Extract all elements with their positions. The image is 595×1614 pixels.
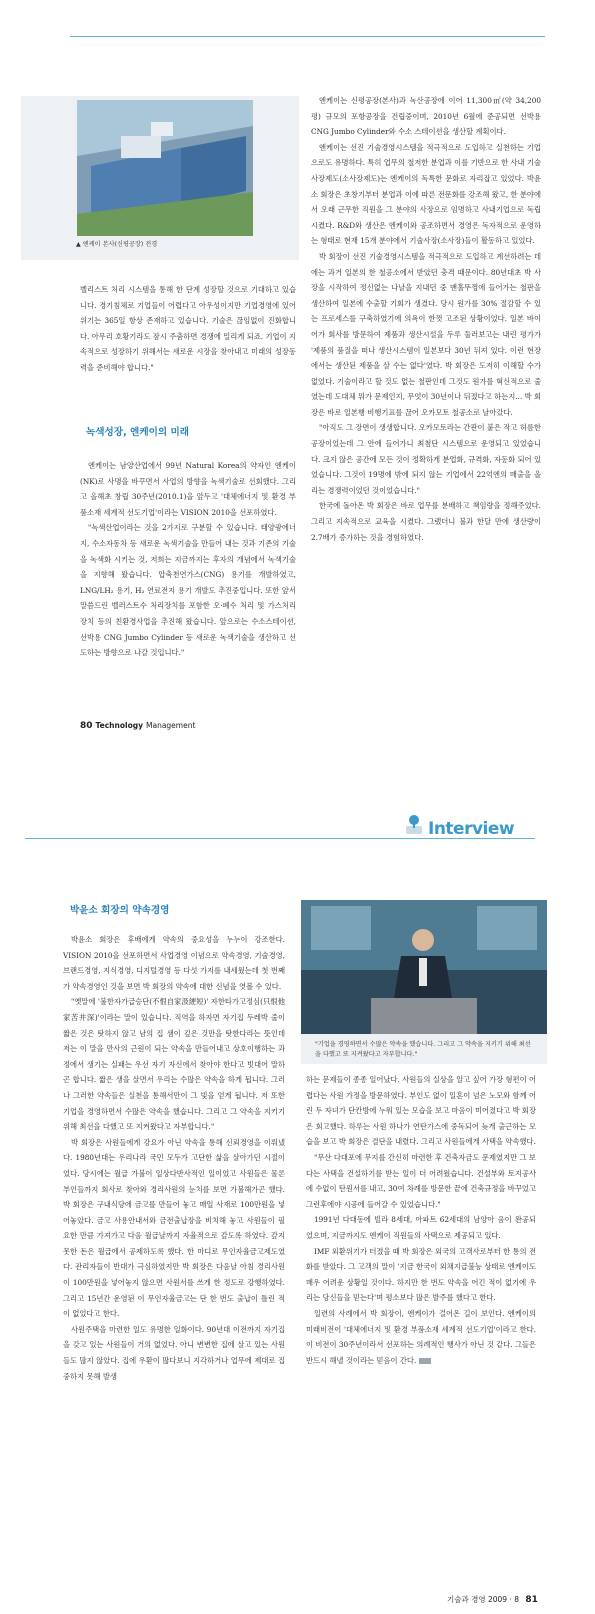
page-number-80 (80, 721, 195, 731)
interview-brand: Interview (428, 819, 515, 839)
paragraph: 하는 문제들이 종종 일어났다. 사원들의 실상을 알고 싶어 가장 형편이 어렵다는 사원 가정을 방문하였다. 부인도 없이 일혼이 넘은 노모와 함께 어린 두 자녀가 단칸방에 누워 있는 모습을 보고 마음이 미어졌다고 박 회장은 회고했다. 하루는 사원 하나가 연탄가스에 중독되어 늦게 출근하는 모습을 보고 박 회장은 결단을 내렸다. 그리고 사원들에게 사택을 약속했다. (306, 1075, 536, 1147)
folio-title: 기술과 경영 2009 · 8 (447, 1595, 520, 1604)
photo-caption: "기업을 경영하면서 수많은 약속을 했습니다. 그리고 그 약속을 지키기 위해 최선을 다했고 또 지켜왔다고 자부합니다." (315, 1041, 531, 1058)
microphone-icon (403, 812, 427, 836)
interview-icon (403, 812, 427, 836)
end-mark-icon (419, 1358, 431, 1364)
paragraph: 엔케이는 남양산업에서 99년 Natural Korea의 약자인 엔케이(NK)로 사명을 바꾸면서 사업의 방향을 녹색기술로 선회했다. 그리고 올해초 창립 30주년(2010.1)을 앞두고 '대체에너지 및 환경 부품소재 세계적 선도기업'이라는 VISION 2010을 선포하였다. (80, 461, 296, 517)
paragraph: 박 회장이 선진 기술경영시스템을 적극적으로 도입하고 계선하려는 데에는 과거 일본의 한 철공소에서 받았던 충격 때문이다. 80년대초 박 사장을 시작하여 정신없는 나날을 지내던 중 맨홀뚜껑에 들어가는 철판을 생산하여 일본에 수출할 기회가 생겼다. 당시 원가를 30% 절감할 수 있는 프로세스를 구축하였기에 의욕이 한껏 고조된 상황이었다. 일본 바이어가 회사를 방문하여 제품과 생산시설을 두루 둘러보고는 내린 평가가 '제품의 품질을 떠나 생산시스템이 일본보다 30년 뒤져 있다. 이런 현장에서는 생산된 제품을 살 수는 없다'였다. 박 회장은 도저히 이해할 수가 없었다. 기술이라고 할 것도 없는 철판인데 그것도 원가를 혁신적으로 줄였는데 도대체 뭐가 문제인지, 무엇이 30년이나 뒤졌다고 하는지... 박 회장은 바로 일본행 비행기표를 끊어 오카모토 철공소로 날아갔다. (311, 251, 541, 417)
paragraph: 엔케이는 선진 기술경영시스템을 적극적으로 도입하고 실천하는 기업으로도 유명하다. 특히 업무의 철저한 분업과 이를 기반으로 한 사내 기술사장제도(소사장제도)는 엔케이의 독특한 문화로 자리잡고 있었다. 박윤소 회장은 초창기부터 분업과 이에 따른 전문화를 강조해 왔고, 한 분야에서 오래 근무한 직원을 그 분야의 사장으로 임명하고 사내기업으로 독립시켰다. R&D와 생산은 엔케이와 공조하면서 경영은 독자적으로 운영하는 형태로 현재 15개 분야에서 기술사장(소사장)들이 활동하고 있었다. (311, 142, 541, 246)
right-column (311, 93, 541, 545)
photo-caption: ▲ 엔케이 본사(신평공장) 전경 (76, 241, 158, 248)
page-number: 81 (525, 1595, 538, 1605)
folio-title: Technology (95, 721, 143, 730)
right-column-81 (306, 1072, 536, 1368)
paragraph: 사원주택을 마련한 일도 유명한 일화이다. 90년대 이전까지 자기집을 갖고 있는 사원들이 거의 없었다. 아니 변변한 집에 살고 있는 사원들도 많지 않았다. 집에 우환이 많다보니 지각하거나 업무에 제대로 집중하지 못해 발생 (63, 1324, 285, 1381)
chairman-portrait-image (301, 900, 547, 1034)
paragraph: "무산 다대포에 무지를 간신히 마련한 후 건축자금도 문제였지만 그 보다는 사택을 건설하기를 받는 일이 더 어려웠습니다. 건설부와 토지공사에 수없이 탄원서를 내고, 30여 차례를 방문한 끝에 건축규정을 바꾸었고 그런후에야 시공에 들어갈 수 있었습니다." (306, 1152, 536, 1209)
paragraph: 엔케이는 신평공장(본사)과 녹산공장에 이어 11,300㎡(약 34,200평) 규모의 포항공장을 건립중이며, 2010년 6월에 준공되면 선박용 CNG Jumbo Cylinder와 수소 스테이션을 생산할 계획이다. (311, 96, 541, 137)
factory-aerial-image (21, 96, 299, 260)
left-column-2 (80, 458, 296, 661)
paragraph: 한국에 돌아온 박 회장은 바로 업무를 분배하고 책임량을 정해주었다. 그리고 지속적으로 교육을 시켰다. 그랬더니 불과 한달 만에 생산량이 2.7배가 증가하는 것을 경험하였다. (311, 501, 541, 542)
paragraph: 1991년 다대동에 빌라 8세대, 아파트 62세대의 남양아 옴이 완공되었으며, 지금까지도 엔케이 직원들의 사택으로 제공되고 있다. (306, 1215, 536, 1240)
left-column-81 (63, 932, 285, 1384)
paragraph: "아직도 그 장면이 생생합니다. 오카모토라는 간판이 붙은 작고 허름한 공장이었는데 그 안에 들어가니 최첨단 시스템으로 운영되고 있었습니다. 크지 않은 공간에 모든 것이 정확하게 분업화, 규격화, 자동화 되어 있었습니다. 그것이 19명에 밖에 되지 않는 기업에서 22억엔의 매출을 올리는 경쟁력이었던 것이었습니다." (311, 423, 541, 495)
paragraph-text: 일련의 사례에서 박 회장이, 엔케이가 걸어온 길이 보인다. 엔케이의 미래비전이 '대체에너지 및 환경 부품소재 세계적 선도기업'이라고 한다. 이 비전이 30주년이라서 선포하는 의례적인 행사가 아닌 것 같다. 그들은 반드시 해낼 것이라는 믿음이 간다. (306, 1308, 536, 1365)
factory-photo (21, 96, 299, 260)
section-heading: 녹색성장, 엔케이의 미래 (86, 427, 189, 438)
paragraph: IMF 외환위기가 터졌을 때 박 회장은 외국의 고객사로부터 한 통의 전화를 받았다. 그 고객의 말이 '지금 한국이 외채지급불능 상태로 엔케이도 매우 어려운 상황일 것이다. 하지만 한 번도 약속을 어긴 적이 없기에 우리는 당신들을 믿는다'며 평소보다 많은 발주를 했다고 한다. (306, 1246, 536, 1303)
paragraph: "옛말에 '불한자가급승단(不恨自家汲綆短)' 자한타가고정심(只恨他家苦井深)'이라는 말이 있습니다. 직역을 하자면 자기집 두레박 줄이 짧은 것은 탓하지 않고 남의 집 샘이 깊은 것만을 탓한다라는 뜻인데 저는 이 말을 만사의 근원이 되는 약속을 만들어내고 상호이행하는 과정에서 생기는 실패는 우선 자기 자신에서 찾아야 한다고 빗대어 말하곤 합니다. 짧은 생을 살면서 우리는 수많은 약속을 하게 됩니다. 그러나 그러한 약속들은 실천을 통해서만이 그 빛을 얻게 됩니다. 저 또한 기업을 경영하면서 수많은 약속을 했습니다. 그리고 그 약속을 지키기 위해 최선을 다했고 또 지켜왔다고 자부합니다." (63, 997, 285, 1132)
paragraph: 박윤소 회장은 후배에게 약속의 중요성을 누누이 강조한다. VISION 2010을 선포하면서 사업경영 이념으로 약속경영, 기술경영, 브랜드경영, 지식경영, 디지털경영 등 다섯 가지를 내세웠는데 첫 번째가 약속경영인 것을 보면 박 회장의 약속에 대한 신념을 엿볼 수 있다. (63, 935, 285, 991)
left-column-1 (80, 282, 296, 376)
page-number-81 (447, 1594, 541, 1605)
paragraph: 박 회장은 사원들에게 강요가 아닌 약속을 통해 신뢰경영을 이뤄냈다. 1980년대는 우리나라 국민 모두가 고단한 삶을 살아가던 시절이었다. 당시에는 월급 가불이 일상다반사적인 일이었고 사원들은 물론 부인들까지 회사로 찾아와 경리사원의 눈치를 보면 가불해가곤 했다. 박 회장은 구내식당에 금고를 만들어 놓고 매일 사재로 100만원을 넣어놓았다. 금고 사용안내서와 금전출납장을 비치해 놓고 사원들이 필요한 만큼 가져가고 다음 월급날까지 자율적으로 갚도록 하였다. 갚지 못한 돈은 월급에서 공제하도록 했다. 한 마디로 무인자율금고제도였다. 관리자들이 반대가 극심하였지만 박 회장은 다음날 아침 경리사원이 100만원을 넣어놓지 않으면 사원서를 쓰게 한 정도로 강행하였다. 그리고 15년간 운영된 이 무인자율금고는 단 한 번도 출납이 틀린 적이 없었다고 한다. (63, 1137, 285, 1319)
section-heading: 박윤소 회장의 약속경영 (70, 905, 170, 916)
paragraph: "녹색산업이라는 것을 2가지로 구분할 수 있습니다. 태양광에너지, 수소자동차 등 새로운 녹색기술을 만들어 내는 것과 기존의 기술을 녹색화 시키는 것, 저희는 지금까지는 후자의 개념에서 녹색기술을 지향해 왔습니다. 압축천연가스(CNG) 용기를 개발하였고, LNG/LH₂ 용기, H₂ 연료전지 용기 개발도 추진중입니다. 또한 앞서 말씀드린 벨러스트수 처리장치를 포함한 오·폐수 처리 및 가스처리 장치 등의 친환경사업을 추진해 왔습니다. 앞으로는 수소스테이션, 선박용 CNG Jumbo Cylinder 등 새로운 녹색기술을 생산하고 선도하는 방향으로 나갈 것입니다." (80, 523, 296, 658)
folio-subtitle: Management (146, 721, 196, 730)
top-rule (70, 36, 545, 37)
interview-photo (301, 900, 547, 1064)
paragraph: 벨리스트 처리 시스템을 통해 한 단계 성장할 것으로 기대하고 있습니다. 경기침체로 기업들이 어렵다고 아우성이지만 기업경영에 있어 위기는 365일 항상 존재하고 있습니다. 기술은 끊임없이 진화합니다. 아무리 호황기라도 잠시 주춤하면 경쟁에 밀리게 되죠. 기업이 지속적으로 성장하기 위해서는 새로운 시장을 찾아내고 미래의 성장동력을 준비해야 합니다." (80, 285, 296, 372)
paragraph (306, 1306, 536, 1368)
page-number: 80 (80, 721, 93, 731)
